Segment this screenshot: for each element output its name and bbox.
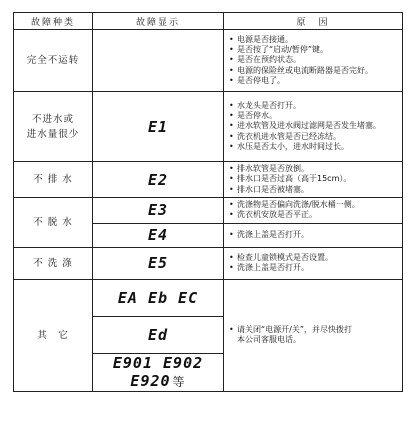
fault-category: 其 它 [14,279,93,391]
fault-code: E1 [93,92,224,162]
cause-item: • 水龙头是否打开。 [228,101,398,111]
fault-causes [224,198,403,224]
table-row [14,198,403,224]
header-row [14,13,403,30]
cause-item: • 检查儿童锁模式是否设置。 [228,253,398,263]
cause-item: • 洗涤上盖是否打开。 [228,263,398,273]
fault-code: E3 [93,198,224,224]
cause-item: • 水压是否太小，进水时间过长。 [228,142,398,152]
cause-item: • 请关闭“电源开/关”，并尽快拨打 本公司客服电话。 [228,325,398,346]
fault-category: 不 脱 水 [14,198,93,248]
cause-item: • 是否停电了。 [228,76,398,86]
cause-item: • 洗涤物是否偏向洗涤/脱水桶一侧。 [228,200,398,210]
cause-header: 原 因 [224,13,403,30]
cause-item: • 洗衣机进水管是否已经冻结。 [228,132,398,142]
troubleshooting-table [13,12,403,392]
cause-item: • 是否停水。 [228,111,398,121]
cause-item: • 排水口是否过高（高于15cm）。 [228,174,398,184]
fault-category: 不进水或 进水量很少 [14,92,93,162]
fault-causes [224,247,403,279]
fault-category: 完全不运转 [14,30,93,92]
fault-causes [224,279,403,391]
table-row [14,162,403,198]
fault-category: 不 洗 涤 [14,247,93,279]
fault-code [93,30,224,92]
table-row [14,247,403,279]
table-row [14,92,403,162]
cause-item: • 洗衣机安放是否平正。 [228,210,398,220]
cause-item: • 电源是否接通。 [228,35,398,45]
fault-code: E2 [93,162,224,198]
fault-code: E5 [93,247,224,279]
fault-causes [224,92,403,162]
fault-causes [224,223,403,247]
fault-code: E4 [93,223,224,247]
display-header: 故障显示 [93,13,224,30]
cause-item: • 进水软管及进水阀过滤网是否发生堵塞。 [228,121,398,131]
fault-code: E901 E902 E920 等 [93,353,224,391]
table-row [14,279,403,316]
table-row [14,30,403,92]
category-header: 故障种类 [14,13,93,30]
fault-code: EA Eb EC [93,279,224,316]
cause-item: • 排水软管是否放倒。 [228,164,398,174]
fault-causes [224,162,403,198]
cause-item: • 排水口是否被堵塞。 [228,185,398,195]
cause-item: • 是否在预约状态。 [228,55,398,65]
fault-code: Ed [93,316,224,353]
fault-causes [224,30,403,92]
cause-item: • 是否按了“启动/暂停”键。 [228,45,398,55]
fault-category: 不 排 水 [14,162,93,198]
cause-item: • 洗涤上盖是否打开。 [228,230,398,240]
cause-item: • 电源的保险丝或电流断路器是否完好。 [228,66,398,76]
